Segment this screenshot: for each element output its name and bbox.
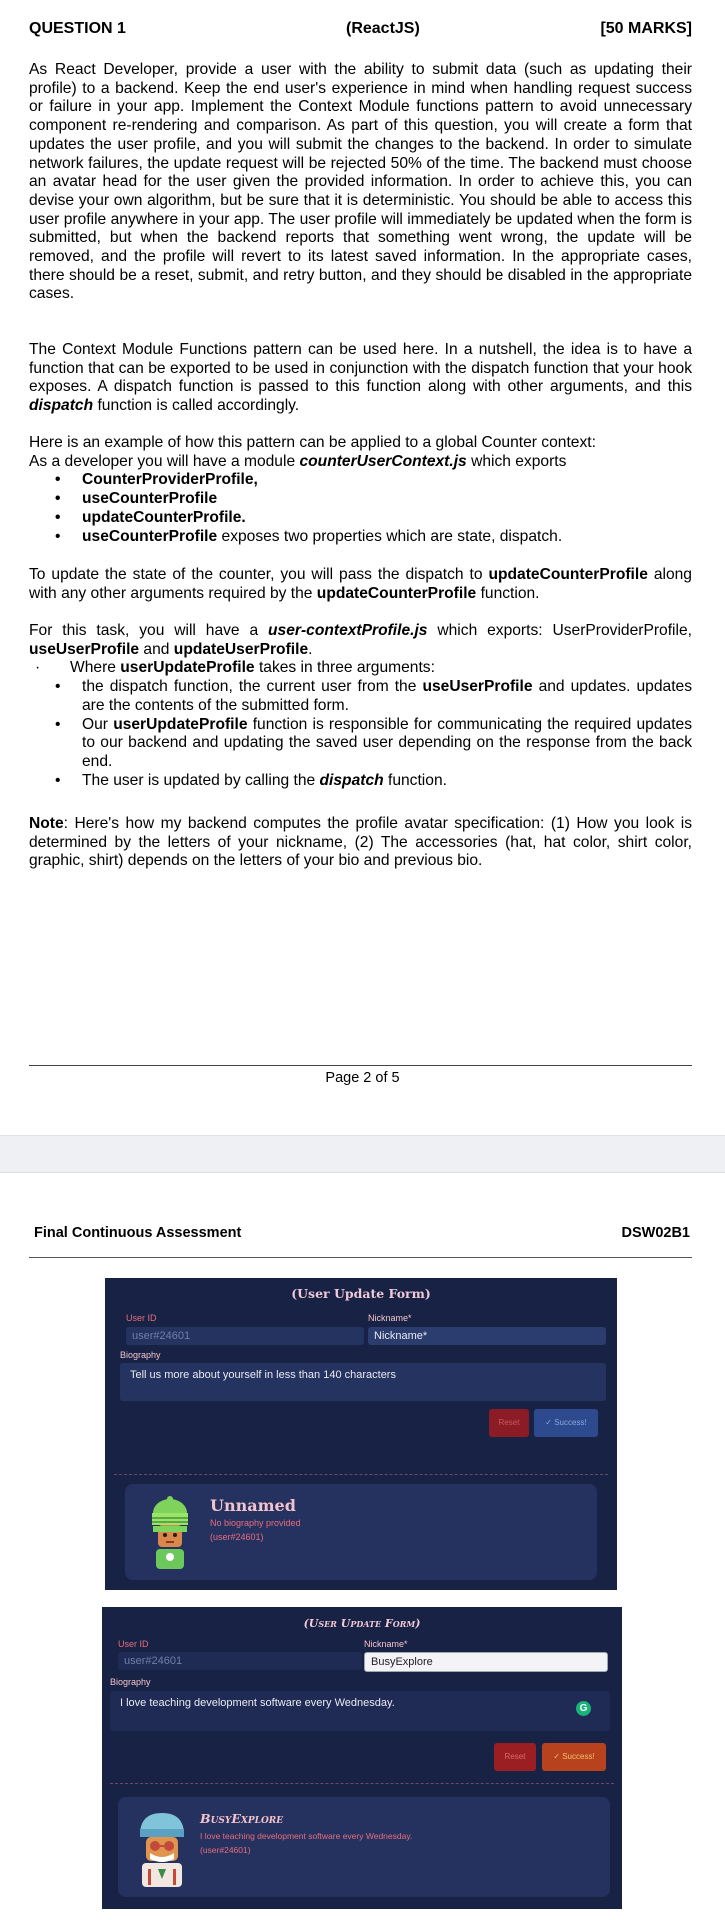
form-screenshot-1 [105,1278,617,1590]
exports-list [29,471,692,546]
note-paragraph: Note: Here's how my backend computes the profile avatar specification: (1) How you look is determined by the letters of your nickname, (2) The accessories (hat, hat color, shirt color, graphic, shirt) depends on the letters of your bio and previous bio. [29,815,692,870]
form-title: (User Update Form) [291,1286,431,1301]
profile-name: BusyExplore [200,1811,284,1826]
reset-button[interactable]: Reset [489,1409,529,1437]
biography-label: Biography [120,1350,161,1360]
question-marks: [50 MARKS] [600,20,692,37]
profile-bio: No biography provided [210,1518,301,1528]
biography-label: Biography [110,1677,151,1687]
intro-paragraph: As React Developer, provide a user with the ability to submit data (such as updating their profile) to a backend. Keep the end user's experience in mind when handling request success or failure in your app. Implement the Context Module functions pattern to avoid unnecessary component re-rendering and comparison. As part of this question, you will create a form that updates the user profile, and you will submit the changes to the backend. In order to simulate network failures, the update request will be rejected 50% of the time. The backend must choose an avatar head for the user given the provided information. In order to achieve this, you can devise your own algorithm, but be sure that it is deterministic. You should be able to access this user profile anywhere in your app. The user profile will immediately be updated when the form is submitted, but when the backend reports that something went wrong, the update will be removed, and the profile will revert to its latest saved information. In the appropriate cases, there should be a reset, submit, and retry button, and they should be disabled in the appropriate cases. [29,61,692,303]
list-item: • useCounterProfile exposes two properties which are state, dispatch. [29,528,692,547]
list-item: • useCounterProfile [29,490,692,509]
footer-divider [29,1065,692,1066]
avatar-icon [145,1493,195,1571]
profile-id: (user#24601) [200,1845,251,1855]
profile-card [125,1484,597,1580]
profile-bio: I love teaching development software every Wednesday. [200,1831,413,1841]
success-button[interactable]: ✓ Success! [542,1743,606,1771]
profile-card [118,1797,610,1897]
form-area [114,1300,610,1476]
assessment-title: Final Continuous Assessment [34,1225,242,1241]
list-item: • The user is updated by calling the dispatch function. [29,772,692,791]
grammar-check-icon[interactable]: G [576,1701,591,1716]
header-divider [29,1257,692,1258]
nickname-input[interactable]: BusyExplore [364,1652,608,1672]
reset-button[interactable]: Reset [494,1743,536,1771]
userid-input[interactable]: user#24601 [126,1327,364,1345]
list-item: • updateCounterProfile. [29,509,692,528]
update-paragraph: To update the state of the counter, you will pass the dispatch to updateCounterProfile along with any other arguments required by the updateCounterProfile function. [29,566,692,602]
userid-label: User ID [126,1313,157,1323]
pattern-paragraph: The Context Module Functions pattern can be used here. In a nutshell, the idea is to have a function that can be exported to be used in conjunction with the dispatch function that your hook exposes. A dispatch function is passed to this function along with other arguments, and this dispatch function is called accordingly. [29,341,692,415]
page-header [34,1225,690,1241]
success-button[interactable]: ✓ Success! [534,1409,598,1437]
nickname-label: Nickname* [368,1313,412,1323]
nickname-input[interactable]: Nickname* [368,1327,606,1345]
question-number: QUESTION 1 [29,20,126,37]
page-separator [0,1135,725,1173]
profile-name: Unnamed [210,1496,296,1515]
list-item: • CounterProviderProfile, [29,471,692,490]
example-section: Here is an example of how this pattern can be applied to a global Counter context: As a developer you will have a module counterUserContext.js which exports • CounterProviderProfile, • useCounterProfile • updateCounterProfile. • useCounterProfile exposes two properties which are state, dispatch. [29,434,692,546]
biography-textarea[interactable]: Tell us more about yourself in less than 140 characters [120,1363,606,1401]
list-item: • the dispatch function, the current user from the useUserProfile and updates. updates are the contents of the submitted form. [29,678,692,715]
divider [114,1474,608,1475]
list-item: • Our userUpdateProfile function is responsible for communicating the required updates to our backend and updating the saved user depending on the response from the back end. [29,716,692,772]
arguments-list [29,678,692,790]
task-section: For this task, you will have a user-contextProfile.js which exports: UserProviderProfile, useUserProfile and updateUserProfile. · Where userUpdateProfile takes in three arguments: • the dispatch function, the current user from the useUserProfile and updates. updates are the contents of the submitted form. • Our userUpdateProfile function is responsible for communicating the required updates to our backend and updating the saved user depending on the response from the back end. • The user is updated by calling the dispatch function. [29,622,692,790]
page-3 [0,1173,725,1920]
divider [110,1783,614,1784]
form-screenshot-2 [102,1607,622,1909]
form-title: (User Update Form) [303,1617,421,1630]
userid-label: User ID [118,1639,149,1649]
biography-textarea[interactable]: I love teaching development software every Wednesday. [110,1691,610,1731]
nickname-label: Nickname* [364,1639,408,1649]
userid-input[interactable]: user#24601 [118,1652,362,1670]
question-topic: (ReactJS) [346,20,420,37]
page-number: Page 2 of 5 [325,1070,400,1086]
avatar-icon [134,1809,190,1889]
profile-id: (user#24601) [210,1532,264,1542]
course-code: DSW02B1 [621,1225,690,1241]
